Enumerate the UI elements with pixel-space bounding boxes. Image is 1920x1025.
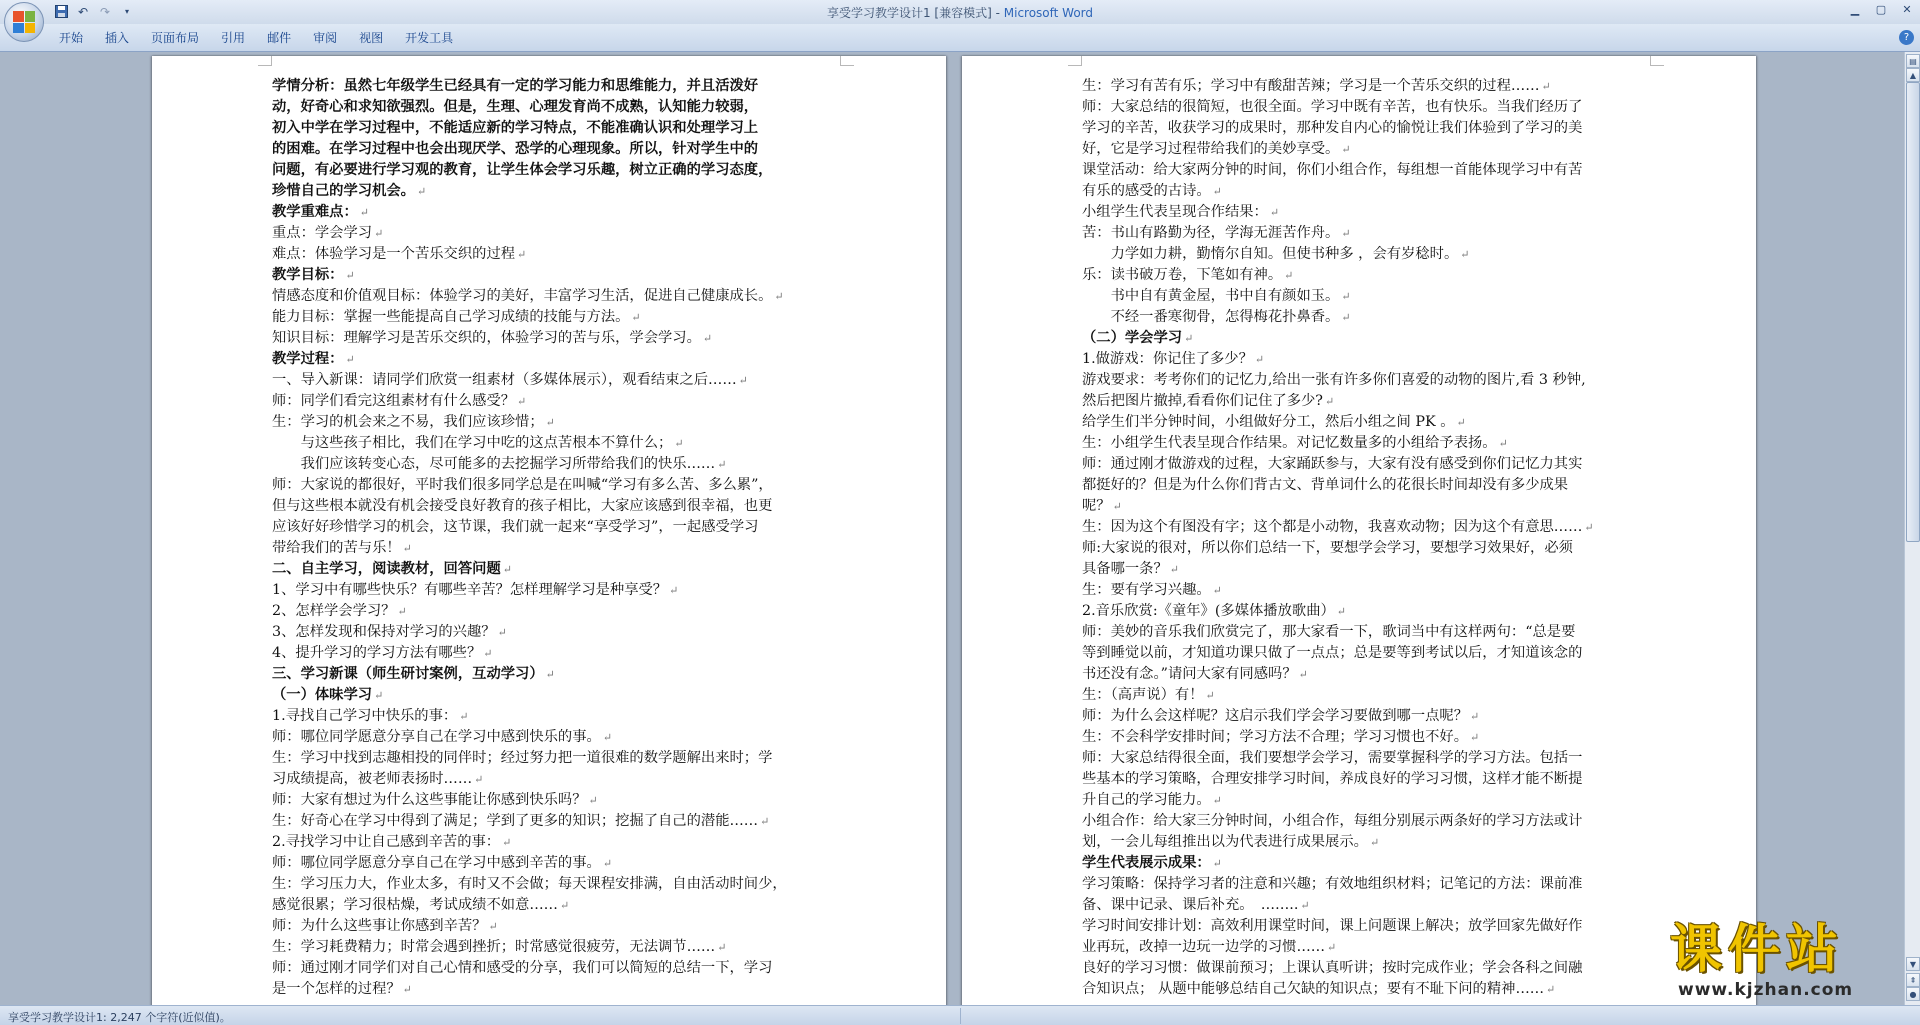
text-line[interactable] xyxy=(272,370,832,391)
paragraph-mark-icon: ↵ xyxy=(1584,521,1594,534)
ribbon-tabs xyxy=(48,30,464,46)
paragraph-mark-icon: ↵ xyxy=(1254,353,1265,366)
tab-6[interactable]: 视图 xyxy=(359,31,384,45)
line-text: 初入中学在学习过程中，不能适应新的学习特点，不能准确认识和处理学习上 xyxy=(272,120,759,136)
text-line[interactable] xyxy=(1082,265,1642,286)
line-text: 难点：体验学习是一个苦乐交织的过程 xyxy=(272,246,516,262)
text-line[interactable] xyxy=(1082,748,1642,769)
text-line[interactable] xyxy=(1082,223,1642,244)
paragraph-mark-icon: ↵ xyxy=(1541,80,1551,93)
paragraph-mark-icon: ↵ xyxy=(1456,416,1466,429)
paragraph-mark-icon: ↵ xyxy=(702,332,713,345)
paragraph-mark-icon: ↵ xyxy=(1460,248,1470,261)
paragraph-mark-icon: ↵ xyxy=(738,374,748,387)
line-text: 生：学习的机会来之不易，我们应该珍惜； xyxy=(272,414,544,430)
paragraph-mark-icon: ↵ xyxy=(1212,584,1222,597)
paragraph-mark-icon: ↵ xyxy=(760,815,770,828)
paragraph-mark-icon: ↵ xyxy=(488,920,498,933)
text-line[interactable] xyxy=(1082,349,1642,370)
text-line[interactable] xyxy=(1082,286,1642,307)
text-line[interactable] xyxy=(1082,685,1642,706)
paragraph-mark-icon: ↵ xyxy=(402,983,412,996)
previous-page-icon[interactable]: ⇞ xyxy=(1906,973,1920,987)
text-line[interactable] xyxy=(272,118,832,139)
text-line[interactable] xyxy=(272,979,832,1000)
line-text: 带给我们的苦与乐！ xyxy=(272,540,401,556)
paragraph-mark-icon: ↵ xyxy=(1470,710,1480,723)
paragraph-mark-icon: ↵ xyxy=(483,647,493,660)
line-text: 不经一番寒彻骨，怎得梅花扑鼻香。 xyxy=(1082,309,1340,325)
line-text: 与这些孩子相比，我们在学习中吃的这点苦根本不算什么； xyxy=(272,435,673,451)
text-line[interactable] xyxy=(1082,76,1642,97)
text-line[interactable] xyxy=(272,916,832,937)
text-line[interactable] xyxy=(272,538,832,559)
text-line[interactable] xyxy=(1082,391,1642,412)
line-text: 师：大家总结得很全面，我们要想学会学习，需要掌握科学的学习方法。包括一 xyxy=(1082,750,1583,766)
text-line[interactable] xyxy=(1082,727,1642,748)
line-text: 生：学习有苦有乐；学习中有酸甜苦辣；学习是一个苦乐交织的过程…… xyxy=(1082,78,1540,94)
line-text: 2.寻找学习中让自己感到辛苦的事： xyxy=(272,834,501,850)
ribbon-tab-bar xyxy=(0,24,1920,52)
text-line[interactable] xyxy=(1082,496,1642,517)
line-text: 等到睡觉以前，才知道功课只做了一点点；总是要等到考试以后，才知道该念的 xyxy=(1082,645,1583,661)
margin-corner-mark xyxy=(258,56,272,66)
paragraph-mark-icon: ↵ xyxy=(545,416,555,429)
line-text: 三、学习新课（师生研讨案例，互动学习） xyxy=(272,666,544,682)
paragraph-mark-icon: ↵ xyxy=(416,185,427,198)
line-text: 能力目标：掌握一些能提高自己学习成绩的技能与方法。 xyxy=(272,309,630,325)
tab-1[interactable]: 插入 xyxy=(105,31,130,45)
browse-object-icon[interactable]: ● xyxy=(1906,987,1920,1001)
tab-4[interactable]: 邮件 xyxy=(267,31,292,45)
text-line[interactable] xyxy=(272,76,832,97)
paragraph-mark-icon: ↵ xyxy=(1169,563,1179,576)
text-line[interactable] xyxy=(1082,895,1642,916)
text-line[interactable] xyxy=(272,643,832,664)
line-text: 珍惜自己的学习机会。 xyxy=(272,183,415,199)
line-text: 生：好奇心在学习中得到了满足；学到了更多的知识；挖掘了自己的潜能…… xyxy=(272,813,759,829)
text-line[interactable] xyxy=(1082,307,1642,328)
document-page-1[interactable] xyxy=(152,56,946,1005)
paragraph-mark-icon: ↵ xyxy=(1470,731,1480,744)
text-line[interactable] xyxy=(1082,664,1642,685)
text-line[interactable] xyxy=(272,517,832,538)
paragraph-mark-icon: ↵ xyxy=(1341,311,1351,324)
paragraph-mark-icon: ↵ xyxy=(1212,185,1222,198)
text-line[interactable] xyxy=(272,286,832,307)
status-divider xyxy=(960,1008,961,1024)
line-text: 划，一会儿每组推出以为代表进行成果展示。 xyxy=(1082,834,1368,850)
text-line[interactable] xyxy=(1082,811,1642,832)
line-text: 3、怎样发现和保持对学习的兴趣？ xyxy=(272,624,496,640)
line-text: 乐：读书破万卷，下笔如有神。 xyxy=(1082,267,1283,283)
paragraph-mark-icon: ↵ xyxy=(345,353,355,366)
text-line[interactable] xyxy=(272,874,832,895)
text-line[interactable] xyxy=(272,496,832,517)
text-line[interactable] xyxy=(272,895,832,916)
watermark-title: 课件站 xyxy=(1670,920,1845,980)
paragraph-mark-icon: ↵ xyxy=(517,395,527,408)
line-text: 备、课中记录、课后补充。 …….. xyxy=(1082,897,1299,913)
line-text: 的困难。在学习过程中也会出现厌学、恐学的心理现象。所以，针对学生中的 xyxy=(272,141,759,157)
paragraph-mark-icon: ↵ xyxy=(502,836,512,849)
text-line[interactable] xyxy=(272,580,832,601)
line-text: 4、提升学习的学习方法有哪些？ xyxy=(272,645,482,661)
text-line[interactable] xyxy=(272,664,832,685)
line-text: 师：为什么会这样呢？这启示我们学会学习要做到哪一点呢？ xyxy=(1082,708,1469,724)
paragraph-mark-icon: ↵ xyxy=(1341,143,1351,156)
app-name: Microsoft Word xyxy=(1003,6,1094,20)
line-text: 都挺好的？但是为什么你们背古文、背单词什么的花很长时间却没有多少成果 xyxy=(1082,477,1569,493)
status-bar xyxy=(0,1005,1920,1025)
line-text: 书还没有念。”请问大家有同感吗？ xyxy=(1082,666,1297,682)
help-icon[interactable]: ? xyxy=(1899,30,1914,45)
paragraph-mark-icon: ↵ xyxy=(1369,836,1380,849)
text-line[interactable] xyxy=(1082,832,1642,853)
line-text: 但与这些根本就没有机会接受良好教育的孩子相比，大家应该感到很幸福，也更 xyxy=(272,498,773,514)
text-line[interactable] xyxy=(272,202,832,223)
line-text: 课堂活动：给大家两分钟的时间，你们小组合作，每组想一首能体现学习中有苦 xyxy=(1082,162,1583,178)
text-line[interactable] xyxy=(1082,769,1642,790)
text-line[interactable] xyxy=(272,328,832,349)
paragraph-mark-icon: ↵ xyxy=(374,689,384,702)
line-text: 生：不会科学安排时间；学习方法不合理；学习习惯也不好。 xyxy=(1082,729,1469,745)
line-text: 学情分析：虽然七年级学生已经具有一定的学习能力和思维能力，并且活泼好 xyxy=(272,78,759,94)
line-text: 师:大家说的很对，所以你们总结一下，要想学会学习，要想学习效果好，必须 xyxy=(1082,540,1573,556)
line-text: 小组合作：给大家三分钟时间，小组合作，每组分别展示两条好的学习方法或计 xyxy=(1082,813,1583,829)
text-line[interactable] xyxy=(1082,601,1642,622)
text-line[interactable] xyxy=(1082,580,1642,601)
window-controls xyxy=(1842,0,1920,19)
text-line[interactable] xyxy=(1082,937,1642,958)
line-text: 学习时间安排计划：高效利用课堂时间，课上问题课上解决；放学回家先做好作 xyxy=(1082,918,1583,934)
line-text: 1.寻找自己学习中快乐的事： xyxy=(272,708,458,724)
line-text: 教学过程： xyxy=(272,351,344,367)
line-text: 生：要有学习兴趣。 xyxy=(1082,582,1211,598)
margin-corner-mark xyxy=(1068,56,1082,66)
document-page-2[interactable] xyxy=(962,56,1756,1005)
redo-icon[interactable]: ↷ xyxy=(99,4,111,19)
line-text: 合知识点； 从题中能够总结自己欠缺的知识点；要有不耻下问的精神…… xyxy=(1082,981,1545,997)
watermark-logo xyxy=(1670,920,1918,1002)
line-text: 呢？ xyxy=(1082,498,1111,514)
line-text: 感觉很累；学习很枯燥，考试成绩不如意…… xyxy=(272,897,558,913)
scroll-up-icon[interactable]: ▲ xyxy=(1906,68,1920,82)
paragraph-mark-icon: ↵ xyxy=(1205,689,1215,702)
text-line[interactable] xyxy=(1082,916,1642,937)
text-line[interactable] xyxy=(272,475,832,496)
line-text: 生：学习中找到志趣相投的同伴时；经过努力把一道很难的数学题解出来时；学 xyxy=(272,750,773,766)
text-line[interactable] xyxy=(272,790,832,811)
paragraph-mark-icon: ↵ xyxy=(1284,269,1294,282)
line-text: 具备哪一条？ xyxy=(1082,561,1168,577)
text-line[interactable] xyxy=(1082,412,1642,433)
text-line[interactable] xyxy=(1082,853,1642,874)
line-text: 升自己的学习能力。 xyxy=(1082,792,1211,808)
text-line[interactable] xyxy=(272,706,832,727)
text-line[interactable] xyxy=(272,853,832,874)
text-line[interactable] xyxy=(272,433,832,454)
paragraph-mark-icon: ↵ xyxy=(717,458,727,471)
line-text: 生：因为这个有图没有字；这个都是小动物，我喜欢动物；因为这个有意思…… xyxy=(1082,519,1583,535)
line-text: 师：大家有想过为什么这些事能让你感到快乐吗？ xyxy=(272,792,587,808)
text-line[interactable] xyxy=(272,223,832,244)
text-line[interactable] xyxy=(272,958,832,979)
line-text: 学生代表展示成果： xyxy=(1082,855,1211,871)
paragraph-mark-icon: ↵ xyxy=(774,290,784,303)
paragraph-mark-icon: ↵ xyxy=(517,248,527,261)
maximize-icon[interactable]: ▢ xyxy=(1875,3,1887,16)
undo-icon[interactable]: ↶ xyxy=(77,4,89,19)
line-text: 师：同学们看完这组素材有什么感受？ xyxy=(272,393,516,409)
page-text[interactable] xyxy=(1082,76,1642,1000)
tab-0[interactable]: 开始 xyxy=(59,31,84,45)
text-line[interactable] xyxy=(1082,244,1642,265)
paragraph-mark-icon: ↵ xyxy=(359,206,369,219)
line-text: 力学如力耕，勤惰尔自知。但使书种多 ，会有岁稔时。 xyxy=(1082,246,1459,262)
text-line[interactable] xyxy=(1082,475,1642,496)
line-text: 2.音乐欣赏:《童年》(多媒体播放歌曲） xyxy=(1082,603,1335,619)
line-text: 二、自主学习，阅读教材，回答问题 xyxy=(272,561,501,577)
text-line[interactable] xyxy=(1082,874,1642,895)
line-text: 游戏要求：考考你们的记忆力,给出一张有许多你们喜爱的动物的图片,看 3 秒钟, xyxy=(1082,372,1586,388)
text-line[interactable] xyxy=(1082,97,1642,118)
line-text: 情感态度和价值观目标：体验学习的美好，丰富学习生活，促进自己健康成长。 xyxy=(272,288,773,304)
minimize-icon[interactable]: ▁ xyxy=(1850,3,1860,16)
tab-3[interactable]: 引用 xyxy=(221,31,246,45)
paragraph-mark-icon: ↵ xyxy=(474,773,484,786)
text-line[interactable] xyxy=(1082,538,1642,559)
text-line[interactable] xyxy=(1082,622,1642,643)
line-text: （二）学会学习 xyxy=(1082,330,1183,346)
tab-5[interactable]: 审阅 xyxy=(313,31,338,45)
paragraph-mark-icon: ↵ xyxy=(1300,899,1310,912)
text-line[interactable] xyxy=(272,937,832,958)
line-text: 生：学习耗费精力；时常会遇到挫折；时常感觉很疲劳，无法调节…… xyxy=(272,939,716,955)
text-line[interactable] xyxy=(272,685,832,706)
document-workspace xyxy=(0,52,1904,1005)
vertical-scrollbar[interactable] xyxy=(1904,52,1920,1005)
paragraph-mark-icon: ↵ xyxy=(559,899,570,912)
line-text: 给学生们半分钟时间，小组做好分工，然后小组之间 PK 。 xyxy=(1082,414,1455,430)
text-line[interactable] xyxy=(1082,958,1642,979)
customize-dropdown-icon[interactable]: ▾ xyxy=(124,7,129,16)
line-text: 然后把图片撤掉,看看你们记住了多少? xyxy=(1082,393,1323,409)
scroll-down-icon[interactable]: ▼ xyxy=(1906,957,1920,971)
line-text: 师：通过刚才做游戏的过程，大家踊跃参与，大家有没有感受到你们记忆力其实 xyxy=(1082,456,1583,472)
line-text: 些基本的学习策略，合理安排学习时间，养成良好的学习习惯，这样才能不断提 xyxy=(1082,771,1583,787)
page-text[interactable] xyxy=(272,76,832,1000)
office-logo-icon xyxy=(13,11,35,33)
line-text: 教学重难点： xyxy=(272,204,358,220)
paragraph-mark-icon: ↵ xyxy=(397,605,407,618)
text-line[interactable] xyxy=(272,349,832,370)
text-line[interactable] xyxy=(1082,517,1642,538)
tab-2[interactable]: 页面布局 xyxy=(151,31,200,45)
text-line[interactable] xyxy=(272,412,832,433)
paragraph-mark-icon: ↵ xyxy=(1341,290,1351,303)
text-line[interactable] xyxy=(272,622,832,643)
paragraph-mark-icon: ↵ xyxy=(545,668,555,681)
text-line[interactable] xyxy=(272,832,832,853)
scrollbar-thumb[interactable] xyxy=(1906,82,1920,542)
line-text: 我们应该转变心态，尽可能多的去挖掘学习所带给我们的快乐…… xyxy=(272,456,716,472)
paragraph-mark-icon: ↵ xyxy=(345,269,355,282)
line-text: 是一个怎样的过程？ xyxy=(272,981,401,997)
line-text: 一、导入新课：请同学们欣赏一组素材（多媒体展示），观看结束之后…… xyxy=(272,372,737,388)
line-text: 小组学生代表呈现合作结果： xyxy=(1082,204,1268,220)
paragraph-mark-icon: ↵ xyxy=(1112,500,1122,513)
text-line[interactable] xyxy=(1082,643,1642,664)
line-text: 苦：书山有路勤为径，学海无涯苦作舟。 xyxy=(1082,225,1340,241)
text-line[interactable] xyxy=(1082,181,1642,202)
paragraph-mark-icon: ↵ xyxy=(1327,941,1337,954)
text-line[interactable] xyxy=(272,748,832,769)
text-line[interactable] xyxy=(272,559,832,580)
paragraph-mark-icon: ↵ xyxy=(674,437,684,450)
paragraph-mark-icon: ↵ xyxy=(459,710,469,723)
line-text: 师：大家总结的很简短，也很全面。学习中既有辛苦，也有快乐。当我们经历了 xyxy=(1082,99,1583,115)
line-text: 学习的辛苦，收获学习的成果时，那种发自内心的愉悦让我们体验到了学习的美 xyxy=(1082,120,1583,136)
paragraph-mark-icon: ↵ xyxy=(1498,437,1508,450)
line-text: 学习策略：保持学习者的注意和兴趣；有效地组织材料；记笔记的方法：课前准 xyxy=(1082,876,1583,892)
text-line[interactable] xyxy=(1082,454,1642,475)
paragraph-mark-icon: ↵ xyxy=(717,941,727,954)
text-line[interactable] xyxy=(272,811,832,832)
paragraph-mark-icon: ↵ xyxy=(602,857,613,870)
text-line[interactable] xyxy=(1082,706,1642,727)
text-line[interactable] xyxy=(1082,202,1642,223)
window-title: 享受学习教学设计1 [兼容模式] - Microsoft Word xyxy=(826,6,1094,20)
text-line[interactable] xyxy=(272,727,832,748)
text-line[interactable] xyxy=(1082,160,1642,181)
text-line[interactable] xyxy=(272,160,832,181)
line-text: 生：小组学生代表呈现合作结果。对记忆数量多的小组给予表扬。 xyxy=(1082,435,1497,451)
line-text: 问题，有必要进行学习观的教育，让学生体会学习乐趣，树立正确的学习态度， xyxy=(272,162,773,178)
text-line[interactable] xyxy=(1082,139,1642,160)
text-line[interactable] xyxy=(272,391,832,412)
line-text: 师：为什么这些事让你感到辛苦？ xyxy=(272,918,487,934)
text-line[interactable] xyxy=(272,181,832,202)
line-text: 好，它是学习过程带给我们的美妙享受。 xyxy=(1082,141,1340,157)
line-text: 书中自有黄金屋，书中自有颜如玉。 xyxy=(1082,288,1340,304)
text-line[interactable] xyxy=(1082,433,1642,454)
paragraph-mark-icon: ↵ xyxy=(1324,395,1335,408)
text-line[interactable] xyxy=(272,244,832,265)
paragraph-mark-icon: ↵ xyxy=(1336,605,1347,618)
line-text: 教学目标： xyxy=(272,267,344,283)
paragraph-mark-icon: ↵ xyxy=(1546,983,1556,996)
line-text: 生：学习压力大，作业太多，有时又不会做；每天课程安排满，自由活动时间少， xyxy=(272,876,787,892)
line-text: 生：（高声说）有！ xyxy=(1082,687,1204,703)
line-text: 重点：学会学习 xyxy=(272,225,373,241)
office-button[interactable] xyxy=(4,2,44,42)
text-line[interactable] xyxy=(272,139,832,160)
paragraph-mark-icon: ↵ xyxy=(1298,668,1308,681)
line-text: 动，好奇心和求知欲强烈。但是，生理、心理发育尚不成熟，认知能力较弱， xyxy=(272,99,759,115)
paragraph-mark-icon: ↵ xyxy=(669,584,679,597)
line-text: 有乐的感受的古诗。 xyxy=(1082,183,1211,199)
line-text: （一）体味学习 xyxy=(272,687,373,703)
line-text: 应该好好珍惜学习的机会，这节课，我们就一起来“享受学习”，一起感受学习 xyxy=(272,519,759,535)
paragraph-mark-icon: ↵ xyxy=(1341,227,1351,240)
ruler-toggle-icon[interactable]: ▤ xyxy=(1906,54,1920,68)
text-line[interactable] xyxy=(1082,559,1642,580)
text-line[interactable] xyxy=(272,769,832,790)
text-line[interactable] xyxy=(272,454,832,475)
status-text: 享受学习教学设计1: 2,247 个字符(近似值)。 xyxy=(8,1011,231,1024)
paragraph-mark-icon: ↵ xyxy=(1212,857,1222,870)
paragraph-mark-icon: ↵ xyxy=(402,542,412,555)
paragraph-mark-icon: ↵ xyxy=(1184,332,1194,345)
margin-corner-mark xyxy=(840,56,854,66)
text-line[interactable] xyxy=(1082,370,1642,391)
text-line[interactable] xyxy=(1082,979,1642,1000)
line-text: 师：哪位同学愿意分享自己在学习中感到快乐的事。 xyxy=(272,729,601,745)
paragraph-mark-icon: ↵ xyxy=(1212,794,1222,807)
line-text: 1、学习中有哪些快乐？有哪些辛苦？怎样理解学习是种享受？ xyxy=(272,582,668,598)
line-text: 业再玩，改掉一边玩一边学的习惯…… xyxy=(1082,939,1326,955)
line-text: 良好的学习习惯：做课前预习；上课认真听讲；按时完成作业；学会各科之间融 xyxy=(1082,960,1583,976)
paragraph-mark-icon: ↵ xyxy=(588,794,598,807)
text-line[interactable] xyxy=(272,97,832,118)
line-text: 知识目标：理解学习是苦乐交织的，体验学习的苦与乐，学会学习。 xyxy=(272,330,701,346)
text-line[interactable] xyxy=(272,601,832,622)
close-icon[interactable]: ✕ xyxy=(1902,3,1912,16)
line-text: 师：大家说的都很好，平时我们很多同学总是在叫喊“学习有多么苦、多么累”， xyxy=(272,477,773,493)
line-text: 习成绩提高，被老师表扬时…… xyxy=(272,771,473,787)
watermark-url: www.kjzhan.com xyxy=(1678,980,1854,1000)
text-line[interactable] xyxy=(1082,328,1642,349)
title-bar xyxy=(0,0,1920,24)
margin-corner-mark xyxy=(1650,56,1664,66)
text-line[interactable] xyxy=(272,307,832,328)
line-text: 师：通过刚才同学们对自己心情和感受的分享，我们可以简短的总结一下，学习 xyxy=(272,960,773,976)
paragraph-mark-icon: ↵ xyxy=(631,311,641,324)
text-line[interactable] xyxy=(1082,118,1642,139)
line-text: 1.做游戏：你记住了多少？ xyxy=(1082,351,1253,367)
line-text: 师：哪位同学愿意分享自己在学习中感到辛苦的事。 xyxy=(272,855,601,871)
line-text: 2、怎样学会学习？ xyxy=(272,603,396,619)
paragraph-mark-icon: ↵ xyxy=(502,563,512,576)
paragraph-mark-icon: ↵ xyxy=(497,626,507,639)
text-line[interactable] xyxy=(272,265,832,286)
line-text: 师：美妙的音乐我们欣赏完了，那大家看一下，歌词当中有这样两句：“总是要 xyxy=(1082,624,1576,640)
paragraph-mark-icon: ↵ xyxy=(1269,206,1280,219)
text-line[interactable] xyxy=(1082,790,1642,811)
tab-7[interactable]: 开发工具 xyxy=(405,31,454,45)
paragraph-mark-icon: ↵ xyxy=(602,731,613,744)
paragraph-mark-icon: ↵ xyxy=(374,227,384,240)
